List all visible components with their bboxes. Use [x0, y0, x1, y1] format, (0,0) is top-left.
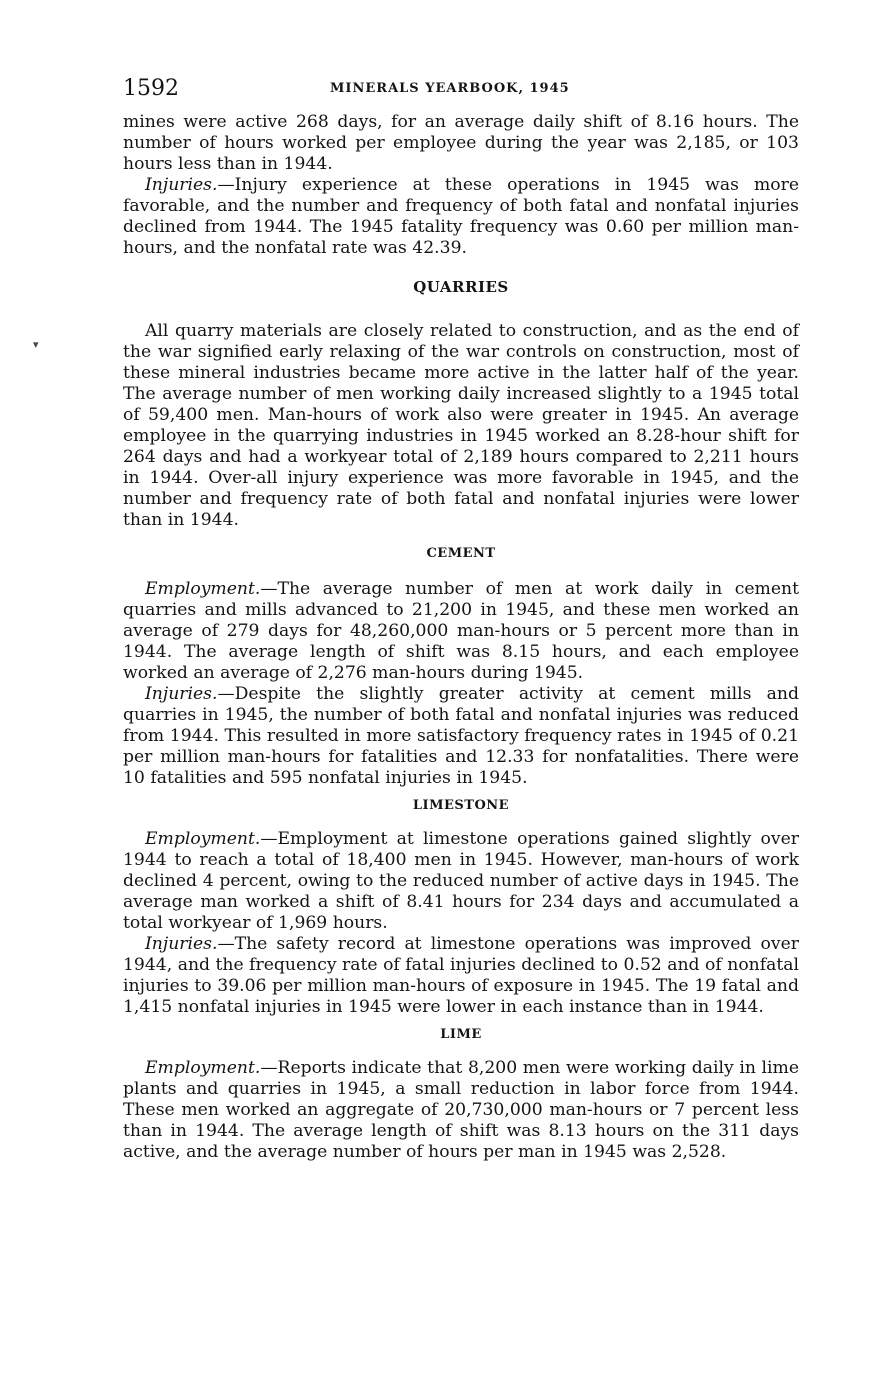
quarries-heading: QUARRIES: [413, 278, 509, 296]
employment-text: —Reports indicate that 8,200 men were working daily in lime plants and quarries in 1945, a small reduction in labor force from 1944. These men worked an aggregate of 20,730,000 man-hours or 7 percent less than in 1944. The average length of shift was 8.13 hours on the 311 days active, and the average number of hours per man in 1945 was 2,528.: [123, 1058, 799, 1162]
injuries-lead: Injuries.: [145, 175, 218, 195]
injuries-text: —Despite the slightly greater activity at cement mills and quarries in 1945, the number of both fatal and nonfatal injuries was reduced from 1944. This resulted in more satisfactory frequency rates in 1945 of 0.21 per million man-hours for fatalities and 12.33 for nonfatalities. There were 10 fatalities and 595 nonfatal injuries in 1945.: [123, 684, 799, 788]
running-title: MINERALS YEARBOOK, 1945: [330, 81, 570, 96]
limestone-injuries-paragraph: [123, 934, 799, 1018]
lime-employment-paragraph: [123, 1058, 799, 1163]
margin-mark: ▾: [33, 338, 39, 351]
employment-text: —The average number of men at work daily in cement quarries and mills advanced to 21,200 in 1945, and these men worked an average of 279 days for 48,260,000 man-hours or 5 percent more than in 1944. The average length of shift was 8.15 hours, and each employee worked an average of 2,276 man-hours during 1945.: [123, 579, 799, 683]
cement-employment-paragraph: [123, 579, 799, 684]
document-page: [123, 76, 799, 1163]
injuries-text: —The safety record at limestone operations was improved over 1944, and the frequency rate of fatal injuries declined to 0.52 and of nonfatal injuries to 39.06 per million man-hours of exposure in 1945. The 19 fatal and 1,415 nonfatal injuries in 1945 were lower in each instance than in 1944.: [123, 934, 799, 1017]
lime-heading: LIME: [440, 1027, 482, 1042]
employment-lead: Employment.: [145, 829, 261, 849]
page-number: 1592: [123, 76, 179, 101]
injuries-text: —Injury experience at these operations in 1945 was more favorable, and the number and frequency of both fatal and nonfatal injuries declined from 1944. The 1945 fatality frequency was 0.60 per million man-hours, and the nonfatal rate was 42.39.: [123, 175, 799, 258]
intro-paragraph: mines were active 268 days, for an average daily shift of 8.16 hours. The number of hours worked per employee during the year was 2,185, or 103 hours less than in 1944.: [123, 112, 799, 174]
intro-injuries-paragraph: [123, 175, 799, 259]
cement-injuries-paragraph: [123, 684, 799, 789]
injuries-lead: Injuries.: [145, 934, 218, 954]
running-head: [123, 76, 799, 102]
employment-lead: Employment.: [145, 1058, 261, 1078]
employment-lead: Employment.: [145, 579, 261, 599]
limestone-employment-paragraph: [123, 829, 799, 934]
limestone-heading: LIMESTONE: [412, 798, 510, 813]
cement-heading: CEMENT: [426, 546, 496, 561]
employment-text: —Employment at limestone operations gained slightly over 1944 to reach a total of 18,400 men in 1945. However, man-hours of work declined 4 percent, owing to the reduced number of active days in 1945. The average man worked a shift of 8.41 hours for 234 days and accumulated a total workyear of 1,969 hours.: [123, 829, 799, 933]
injuries-lead: Injuries.: [145, 684, 218, 704]
quarries-paragraph: All quarry materials are closely related to construction, and as the end of the war signified early relaxing of the war controls on construction, most of these mineral industries became more active in the latter half of the year. The average number of men working daily increased slightly to a 1945 total of 59,400 men. Man-hours of work also were greater in 1945. An average employee in the quarrying industries in 1945 worked an 8.28-hour shift for 264 days and had a workyear total of 2,189 hours compared to 2,211 hours in 1944. Over-all injury experience was more favorable in 1945, and the number and frequency rate of both fatal and nonfatal injuries were lower than in 1944.: [123, 321, 799, 530]
